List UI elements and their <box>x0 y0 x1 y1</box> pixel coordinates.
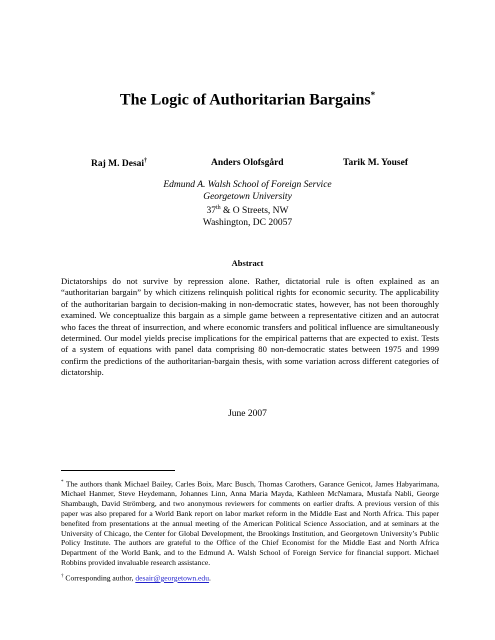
footnote-mark: † <box>61 574 64 579</box>
author-name: Raj M. Desai <box>91 159 145 170</box>
author-footnote-mark: † <box>144 158 148 164</box>
street-number-suffix: th <box>216 205 221 211</box>
affiliation-block <box>0 180 495 229</box>
abstract-text: Dictatorships do not survive by repression alone. Rather, dictatorial rule is often explained as an “authoritarian bargain” by which citizens relinquish political rights for economic security. The applicability of the authoritarian bargain to decision-making in non-democratic states, however, has not been thoroughly examined. We conceptualize this bargain as a simple game between a representative citizen and an autocrat who faces the threat of insurrection, and where economic transfers and political influence are simultaneously determined. Our model yields precise implications for the empirical patterns that are expected to exist. Tests of a system of equations with panel data comprising 80 non-democratic states between 1975 and 1999 confirm the predictions of the authoritarian-bargain thesis, with some variation across different categories of dictatorship. <box>61 276 439 378</box>
street-name: & O Streets, NW <box>220 206 289 217</box>
abstract-heading: Abstract <box>231 258 264 268</box>
footnote-corresponding-author <box>61 572 439 583</box>
street-number: 37 <box>206 206 216 217</box>
publication-date: June 2007 <box>228 409 267 419</box>
author-olofsgard <box>211 158 284 168</box>
email-link[interactable]: desair@georgetown.edu <box>135 573 210 583</box>
footnote-divider <box>61 470 175 471</box>
author-desai <box>91 158 147 169</box>
affiliation-street <box>0 203 495 218</box>
author-name: Anders Olofsgård <box>211 158 284 168</box>
title-footnote-mark: * <box>370 90 376 100</box>
title-text: The Logic of Authoritarian Bargains <box>119 91 371 109</box>
author-yousef <box>343 158 408 168</box>
affiliation-city: Washington, DC 20057 <box>202 217 293 228</box>
paper-title <box>0 90 495 109</box>
footnote-text: Corresponding author, <box>63 573 136 583</box>
footnote-trailing: . <box>209 573 211 583</box>
author-name: Tarik M. Yousef <box>343 158 409 168</box>
affiliation-university: Georgetown University <box>203 191 292 202</box>
footnote-acknowledgements <box>61 478 439 568</box>
footnote-text: The authors thank Michael Bailey, Carles Boix, Marc Busch, Thomas Carothers, Garance Genicot, James Habyarimana, Michael Hanmer, Steve Heydemann, Johannes Linn, Anna Maria Mayda, Kathleen McNamara, Mustafa Nabli, George Shambaugh, David Strömberg, and two anonymous reviewers for comments on earlier drafts. A previous version of this paper was also prepared for a World Bank report on labor market reform in the Middle East and North Africa. This paper benefited from presentations at the annual meeting of the American Political Science Association, and at seminars at the University of Chicago, the Center for Global Development, the Brookings Institution, and Georgetown University’s Public Policy Institute. The authors are grateful to the Office of the Chief Economist for the Middle East and North Africa Department of the World Bank, and to the Edmund A. Walsh School of Foreign Service for financial support. Michael Robbins provided invaluable research assistance. <box>61 479 439 567</box>
affiliation-school: Edmund A. Walsh School of Foreign Service <box>163 180 332 190</box>
footnote-mark: * <box>61 480 64 485</box>
